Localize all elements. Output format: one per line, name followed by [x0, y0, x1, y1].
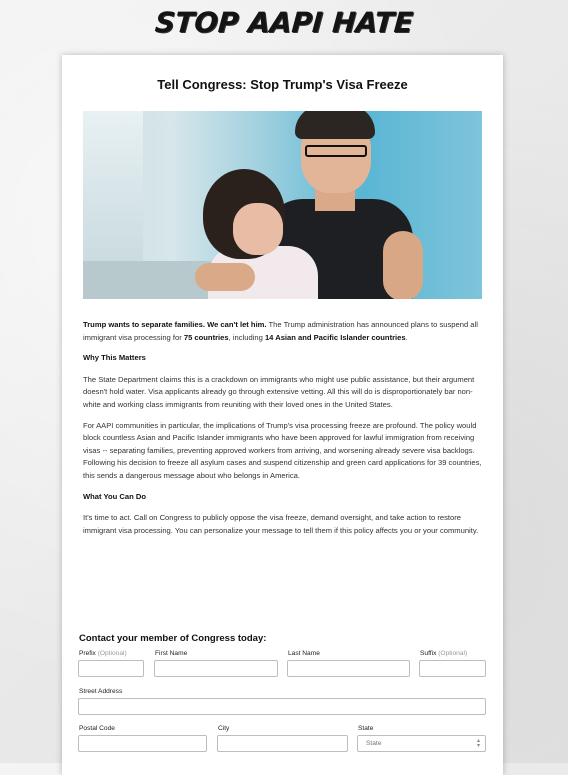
- stop-aapi-hate-logo: STOP AAPI HATE: [153, 6, 415, 39]
- last-name-input[interactable]: [287, 660, 410, 677]
- state-label: State: [358, 725, 374, 732]
- first-name-label: First Name: [155, 650, 188, 657]
- page-title: Tell Congress: Stop Trump's Visa Freeze: [157, 77, 408, 92]
- city-label: City: [218, 725, 230, 732]
- state-select-value: State: [366, 740, 382, 747]
- petition-body: [83, 319, 482, 545]
- why-heading: Why This Matters: [83, 353, 146, 363]
- postal-code-label: Postal Code: [79, 725, 115, 732]
- hero-image: [83, 111, 482, 299]
- prefix-input[interactable]: [78, 660, 144, 677]
- why-paragraph-2: For AAPI communities in particular, the implications of Trump's visa processing freeze are profound. The policy would block countless Asian and Pacific Islander immigrants who have been approved for lawful immigration from receiving visas -- separating families, preventing approved workers from arriving, and worsening already severe visa backlogs. Following his decision to freeze all asylum cases and suspend citizenship and green card applications for 39 countries, this sends a dangerous message about who belongs in America.: [83, 420, 482, 480]
- petition-card: [62, 55, 503, 775]
- city-input[interactable]: [217, 735, 348, 752]
- action-paragraph: It's time to act. Call on Congress to publicly oppose the visa freeze, demand oversight, and take action to restore immigrant visa processing. You can personalize your message to tell them if this policy affects you or your community.: [83, 513, 479, 535]
- intro-paragraph: Trump wants to separate families. We can't let him. The Trump administration has announced plans to suspend all immigrant visa processing for 75 countries, including 14 Asian and Pacific Islander countries.: [83, 320, 478, 342]
- street-address-label: Street Address: [79, 688, 123, 695]
- street-address-input[interactable]: [78, 698, 486, 715]
- why-paragraph-1: The State Department claims this is a crackdown on immigrants who might use public assistance, but their argument doesn't hold water. Visa applicants already go through extensive vetting. All this will do is disproportionately bar non-white and working class immigrants from reuniting with their loved ones in the United States.: [83, 374, 475, 409]
- last-name-label: Last Name: [288, 650, 320, 657]
- form-title: Contact your member of Congress today:: [79, 633, 267, 644]
- suffix-label: Suffix (Optional): [420, 650, 468, 657]
- first-name-input[interactable]: [154, 660, 278, 677]
- select-arrows-icon: ▴ ▾: [476, 738, 480, 749]
- postal-code-input[interactable]: [78, 735, 207, 752]
- prefix-label: Prefix (Optional): [79, 650, 127, 657]
- action-heading: What You Can Do: [83, 491, 146, 501]
- state-select[interactable]: [357, 735, 486, 752]
- suffix-input[interactable]: [419, 660, 486, 677]
